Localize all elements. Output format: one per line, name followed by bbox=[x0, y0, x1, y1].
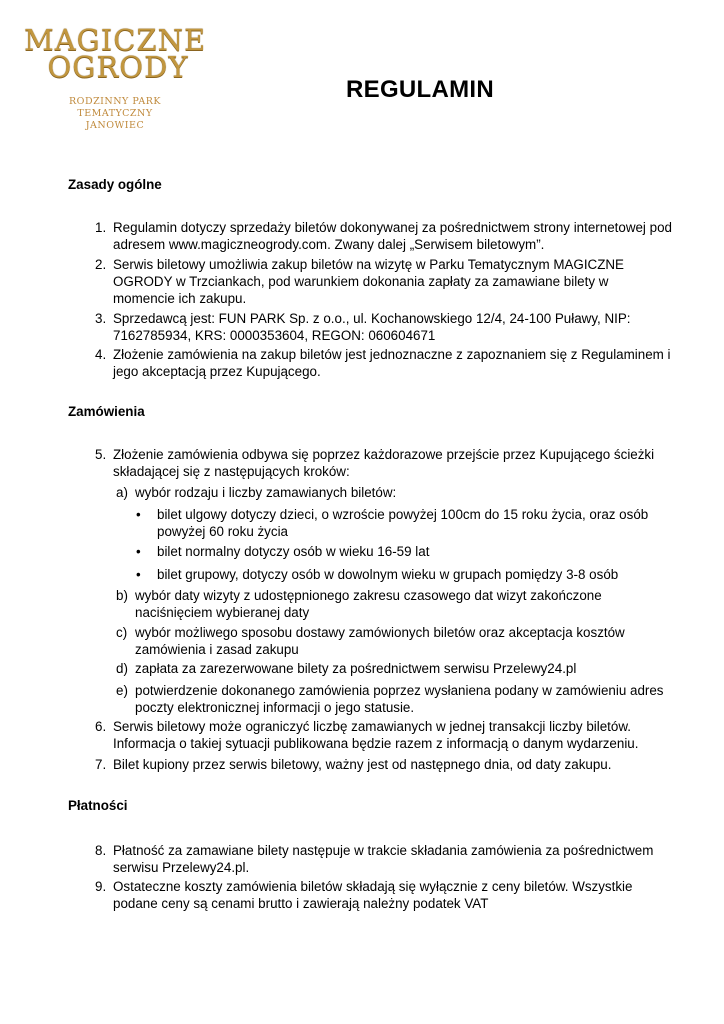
bullet-icon: • bbox=[136, 544, 141, 559]
list-item-text: Regulamin dotyczy sprzedaży biletów dokonywanej za pośrednictwem strony internetowej pod adresem www.magiczneogrody.com. Zwany dalej „Serwisem biletowym”. bbox=[113, 220, 672, 252]
sub-item-text: potwierdzenie dokonanego zamówienia poprzez wysłaniena podany w zamówieniu adres poczty elektronicznej informacji o jego statusie. bbox=[135, 683, 664, 715]
bullet-icon: • bbox=[136, 507, 141, 522]
list-item-text: Sprzedawcą jest: FUN PARK Sp. z o.o., ul. Kochanowskiego 12/4, 24-100 Puławy, NIP: 7162785934, KRS: 0000353604, REGON: 060604671 bbox=[113, 311, 631, 343]
magiczne-ogrody-logo bbox=[24, 23, 207, 131]
section-heading-payments: Płatności bbox=[68, 798, 128, 813]
item-number: 3. bbox=[95, 311, 107, 326]
item-number: 2. bbox=[95, 257, 107, 272]
sub-item-text: wybór daty wizyty z udostępnionego zakresu czasowego dat wizyt zakończone naciśnięciem wybieranej daty bbox=[135, 588, 602, 620]
sub-item-label: e) bbox=[116, 683, 128, 698]
logo-word-ogrody: OGRODY bbox=[47, 50, 189, 84]
sub-item-text: wybór rodzaju i liczby zamawianych biletów: bbox=[135, 485, 397, 500]
item-number: 7. bbox=[95, 757, 107, 772]
sub-item-text: zapłata za zarezerwowane bilety za pośrednictwem serwisu Przelewy24.pl bbox=[135, 661, 577, 676]
bullet-item-text: bilet grupowy, dotyczy osób w dowolnym wieku w grupach pomiędzy 3-8 osób bbox=[157, 567, 619, 582]
list-item-text: Serwis biletowy może ograniczyć liczbę zamawianych w jednej transakcji liczby biletów. Informacja o takiej sytuacji publikowana będzie razem z informacją o danym wydarzeniu. bbox=[113, 719, 639, 751]
logo-subtitle: RODZINNY PARK TEMATYCZNY bbox=[69, 96, 161, 119]
item-number: 6. bbox=[95, 719, 107, 734]
sub-item-label: a) bbox=[116, 485, 128, 500]
bullet-item-text: bilet ulgowy dotyczy dzieci, o wzroście powyżej 100cm do 15 roku życia, oraz osób powyżej 60 roku życia bbox=[157, 507, 649, 539]
document-title: REGULAMIN bbox=[346, 76, 495, 103]
sub-item-label: c) bbox=[116, 625, 128, 640]
bullet-item-text: bilet normalny dotyczy osób w wieku 16-59 lat bbox=[157, 544, 430, 559]
list-item-text: Złożenie zamówienia na zakup biletów jest jednoznaczne z zapoznaniem się z Regulaminem i jego akceptacją przez Kupującego. bbox=[113, 347, 671, 379]
item-number: 8. bbox=[95, 843, 107, 858]
sub-item-label: d) bbox=[116, 661, 128, 676]
item-number: 1. bbox=[95, 220, 107, 235]
item-number: 4. bbox=[95, 347, 107, 362]
section-heading-orders: Zamówienia bbox=[68, 404, 145, 419]
item-number: 9. bbox=[95, 879, 107, 894]
logo-location: JANOWIEC bbox=[85, 120, 145, 131]
list-item-text: Ostateczne koszty zamówienia biletów składają się wyłącznie z ceny biletów. Wszystkie podane ceny są cenami brutto i zawierają należny podatek VAT bbox=[113, 879, 633, 911]
bullet-icon: • bbox=[136, 567, 141, 582]
section-heading-general: Zasady ogólne bbox=[68, 177, 162, 192]
item-number: 5. bbox=[95, 447, 107, 462]
list-item-text: Płatność za zamawiane bilety następuje w trakcie składania zamówienia za pośrednictwem serwisu Przelewy24.pl. bbox=[113, 843, 654, 875]
sub-item-text: wybór możliwego sposobu dostawy zamówionych biletów oraz akceptacja kosztów zamówienia i zasad zakupu bbox=[135, 625, 625, 657]
logo-word-magiczne: MAGICZNE bbox=[24, 23, 207, 57]
list-item-text: Serwis biletowy umożliwia zakup biletów na wizytę w Parku Tematycznym MAGICZNE OGRODY w Trzciankach, pod warunkiem dokonania zapłaty za zamawiane bilety w momencie ich zakupu. bbox=[113, 257, 624, 306]
list-item-text: Bilet kupiony przez serwis biletowy, ważny jest od następnego dnia, od daty zakupu. bbox=[113, 757, 612, 772]
list-item-text: Złożenie zamówienia odbywa się poprzez każdorazowe przejście przez Kupującego ścieżki składającej się z następujących kroków: bbox=[113, 447, 655, 479]
sub-item-label: b) bbox=[116, 588, 128, 603]
